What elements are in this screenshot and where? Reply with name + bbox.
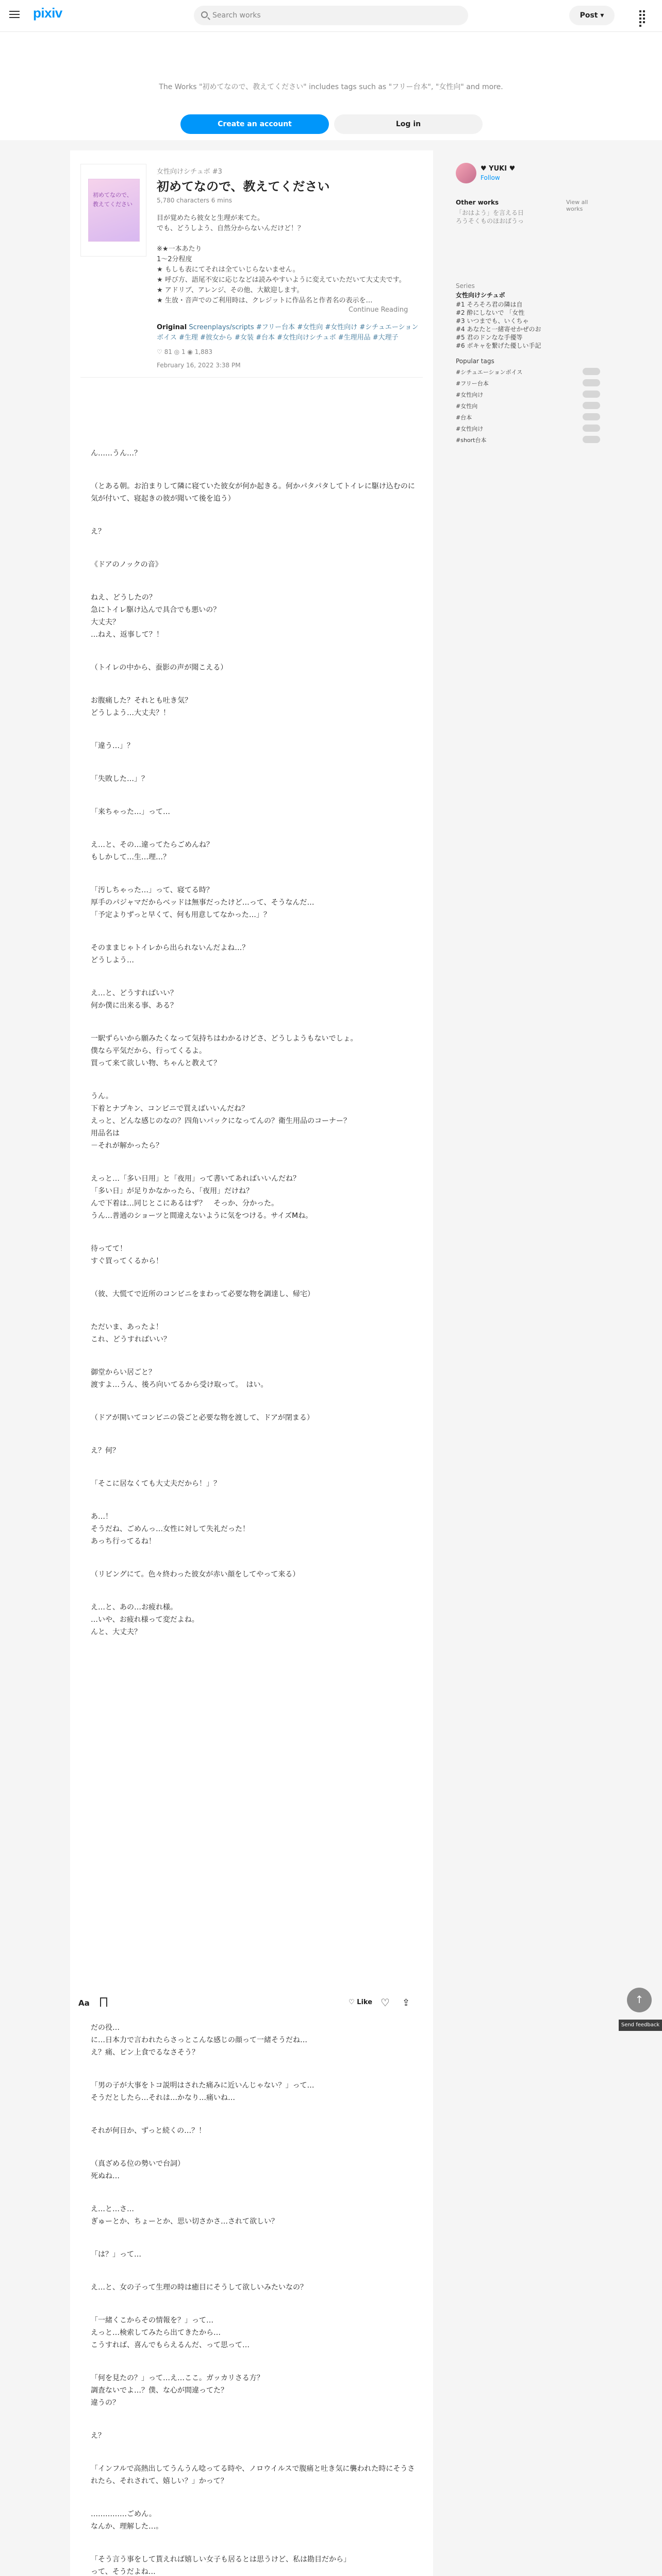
author-name[interactable]: ♥ YUKI ♥ bbox=[481, 165, 516, 173]
novel-paragraph: だの役… に…日本力で言われたらさっとこんな感じの顔って一緒そうだね… え？痛、ピン上食でるなさそう？ bbox=[91, 2024, 307, 2057]
novel-paragraph: （彼、大慌てで近所のコンビニをまわって必要な物を調達し、帰宅） bbox=[91, 1290, 315, 1298]
pixiv-logo[interactable]: pixiv bbox=[33, 5, 62, 21]
work-link[interactable]: 「おはよう」を言える日 bbox=[456, 209, 524, 216]
series-heading: Series bbox=[456, 282, 475, 290]
novel-title: 初めてなので、教えてください bbox=[157, 179, 330, 194]
other-works-heading: Other works bbox=[456, 199, 499, 206]
novel-paragraph: えっと…「多い日用」と「夜用」って書いてあればいいんだね？ 「多い日」が足りかなかったら、「夜用」だけね？ んで下着は…同じとこにあるはず？ そっか、分かった。 うん…普通のショーツと間違えないように気をつける。サイズMね。 bbox=[91, 1175, 313, 1220]
novel-paragraph: え…と、女の子って生理の時は癒目にそうして欲しいみたいなの？ bbox=[91, 2283, 307, 2292]
series-label[interactable]: 女性向けシチュボ #3 bbox=[157, 168, 222, 176]
novel-paragraph: うん。 下着とナプキン、コンビニで買えばいいんだね？ えっと、どんな感じのなの？四角いパックになってんの？衛生用品のコーナー？ 用品名は －それが解かったら？ bbox=[91, 1092, 351, 1150]
series-item[interactable]: #1 そろそろ君の隣は自 bbox=[456, 301, 523, 308]
novel-paragraph: （真ざめる位の勢いで台詞） 死ぬね… bbox=[91, 2160, 185, 2180]
novel-paragraph: え…と、その…違ってたらごめんね？ もしかして…生…理…？ bbox=[91, 841, 213, 861]
series-item[interactable]: #4 あなたと一緒寄せかぜのお bbox=[456, 326, 541, 333]
popular-tag[interactable]: #フリー台本 bbox=[456, 379, 600, 387]
novel-paragraph: 「違う…」？ bbox=[91, 742, 134, 750]
create-account-button[interactable]: Create an account bbox=[180, 114, 329, 134]
novel-paragraph: 「何を見たの？」って…え…ここ。ガッカリさる方？ 調査ないでよ…？僕、な心が間違ってた？ 違うの？ bbox=[91, 2374, 264, 2407]
cover-text: 初めてなので、教えてください bbox=[88, 179, 140, 242]
novel-paragraph: え？ bbox=[91, 2432, 105, 2440]
popular-tag[interactable]: #台本 bbox=[456, 413, 600, 421]
tag-count-bar bbox=[583, 425, 600, 432]
post-date: February 16, 2022 3:38 PM bbox=[157, 362, 241, 369]
avatar[interactable] bbox=[456, 163, 476, 183]
menu-icon[interactable] bbox=[9, 11, 20, 18]
popular-tag[interactable]: #女性向け bbox=[456, 425, 600, 433]
tag-count-bar bbox=[583, 413, 600, 420]
novel-paragraph: 「失敗した…」？ bbox=[91, 775, 148, 783]
novel-paragraph: 「そう言う事をして貰えれば嬉しい女子も居るとは思うけど、私は勘目だから」 って、そうだよね… bbox=[91, 2555, 351, 2576]
work-link[interactable]: ろうそくものほおばうっ bbox=[456, 217, 524, 225]
heart-icon[interactable]: ♡ bbox=[380, 1996, 390, 2009]
novel-paragraph: 御堂からい居ごと？ 渡すよ…うん、後ろ向いてるから受け取って。 はい。 bbox=[91, 1368, 268, 1389]
login-button[interactable]: Log in bbox=[334, 114, 483, 134]
novel-paragraph: （リビングにて。色々終わった彼女が赤い顔をしてやって来る） bbox=[91, 1570, 300, 1579]
search-input[interactable] bbox=[194, 6, 468, 25]
tag-list[interactable]: Original Screenplays/scripts #フリー台本 #女性向 #女性向け #シチュエーションボイス #生理 #彼女から #女装 #台本 #女性向けシチュボ #生理用品 #大理子 bbox=[157, 324, 419, 342]
series-item[interactable]: #6 ボキャを繋げた優しい手記 bbox=[456, 342, 541, 349]
font-settings-icon[interactable]: Aa bbox=[78, 1998, 90, 2008]
tag-count-bar bbox=[583, 379, 600, 386]
tag-count-bar bbox=[583, 368, 600, 375]
tag-count-bar bbox=[583, 436, 600, 443]
series-item[interactable]: #3 いつまでも、いくちゃ bbox=[456, 317, 529, 325]
tag-count-bar bbox=[583, 402, 600, 409]
novel-paragraph: 《ドアのノックの音》 bbox=[91, 561, 162, 569]
series-item[interactable]: #2 酔にしないで 「女性 bbox=[456, 309, 525, 316]
novel-body-bottom bbox=[91, 2022, 421, 2576]
novel-paragraph: 「来ちゃった…」って… bbox=[91, 808, 170, 816]
search-icon bbox=[201, 11, 208, 18]
series-item[interactable]: #5 君のドンなな手優等 bbox=[456, 334, 523, 341]
novel-paragraph: そのままじゃトイレから出られないんだよね…？ どうしよう… bbox=[91, 944, 250, 964]
popular-tag[interactable]: #女性向 bbox=[456, 402, 600, 410]
novel-cover[interactable] bbox=[80, 164, 146, 257]
reading-toolbar bbox=[70, 1989, 433, 2018]
popular-tag[interactable]: #女性向け bbox=[456, 391, 600, 399]
novel-paragraph: 「一緒くこからその情報を？」って… えっと…検索してみたら出てきたから… こうすれば、喜んでもらえるんだ、って思って… bbox=[91, 2316, 250, 2349]
novel-paragraph: 「インフルで高熱出してうんうん唸ってる時や、ノロウイルスで腹痛と吐き気に襲われた時にそうされたら、それされて、嬉しい？」かって？ bbox=[91, 2465, 415, 2485]
novel-body-top bbox=[91, 447, 421, 1659]
novel-panel bbox=[70, 150, 433, 2576]
novel-paragraph: え…と…さ… ぎゅーとか、ちょーとか、思い切さかさ…されて欲しい？ bbox=[91, 2205, 278, 2226]
novel-paragraph: 待ってて！ すぐ買ってくるから！ bbox=[91, 1245, 163, 1265]
popular-tag[interactable]: #short台本 bbox=[456, 436, 600, 444]
novel-stats: ♡ 81 ◎ 1 ◉ 1,883 bbox=[157, 348, 213, 355]
divider bbox=[80, 377, 423, 378]
scroll-to-top-button[interactable]: ↑ bbox=[627, 1988, 652, 2012]
novel-paragraph: 一駅ずらいから願みたくなって気持ちはわかるけどさ、どうしようもないでしょ。 僕なら平気だから、行ってくるよ。 買って来て欲しい物、ちゃんと教えて？ bbox=[91, 1035, 358, 1067]
novel-paragraph: え…と、どうすればいい？ 何か僕に出来る事、ある？ bbox=[91, 989, 177, 1010]
view-all-link[interactable]: View all works bbox=[566, 199, 588, 212]
feedback-button[interactable]: Send feedback bbox=[619, 2020, 662, 2031]
novel-paragraph: （ドアが開いてコンビニの袋ごと必要な物を渡して、ドアが閉まる） bbox=[91, 1414, 314, 1422]
search-placeholder: Search works bbox=[212, 11, 261, 20]
post-button[interactable]: Post ▾ bbox=[569, 6, 615, 25]
novel-paragraph: え…と、あの…お疲れ様。 …いや、お疲れ様って変だよね。 んと、大丈夫？ bbox=[91, 1603, 199, 1636]
novel-paragraph: え？何？ bbox=[91, 1447, 120, 1455]
popular-tag[interactable]: #シチュエーションボイス bbox=[456, 368, 600, 376]
novel-paragraph: 「汚しちゃった…」って、寝てる時？ 厚手のパジャマだからベッドは無事だったけど…って、そうなんだ… 「予定よりずっと早くて、何も用意してなかった…」？ bbox=[91, 886, 315, 919]
apps-grid-icon[interactable] bbox=[639, 10, 650, 21]
novel-paragraph: ただいま、あったよ！ これ、どうすればいい？ bbox=[91, 1323, 171, 1344]
like-button[interactable]: ♡ Like bbox=[349, 1998, 373, 2006]
novel-paragraph: それが何日か、ずっと続くの…？！ bbox=[91, 2127, 206, 2135]
series-name[interactable]: 女性向けシチュボ bbox=[456, 292, 505, 299]
novel-paragraph: え？ bbox=[91, 528, 105, 536]
novel-paragraph: ……………ごめん。 なんか、理解した…。 bbox=[91, 2510, 163, 2531]
novel-paragraph: （とある朝。お泊まりして隣に寝ていた彼女が何か起きる。何かパタパタしてトイレに駆け込むのに気が付いて、寝起きの彼が聞いて後を追う） bbox=[91, 482, 415, 503]
novel-meta: 5,780 characters 6 mins bbox=[157, 197, 233, 204]
novel-paragraph: （トイレの中から、蚕影の声が聞こえる） bbox=[91, 664, 228, 672]
novel-paragraph: 「そこに居なくても大丈夫だから！」？ bbox=[91, 1480, 221, 1488]
continue-reading-link[interactable]: Continue Reading bbox=[349, 306, 408, 314]
novel-paragraph: お腹痛した？それとも吐き気？ どうしよう…大丈夫？！ bbox=[91, 697, 192, 717]
popular-tags-heading: Popular tags bbox=[456, 358, 494, 365]
share-icon[interactable]: ⇪ bbox=[402, 1997, 410, 2008]
novel-paragraph: あ…！ そうだね、ごめんっ…女性に対して失礼だった！ あっち行ってるね！ bbox=[91, 1513, 250, 1546]
top-header bbox=[0, 0, 662, 32]
novel-paragraph: 「男の子が大事をトコ説明はされた痛みに近いんじゃない？」って… そうだとしたら…それは…かなり…痛いね… bbox=[91, 2081, 315, 2102]
novel-paragraph: 「は？」って… bbox=[91, 2250, 141, 2259]
novel-description: 目が覚めたら彼女と生理が来てた。 でも、どうしよう、自然分からないんだけど！？ ※★一本あたり 1～2分程度 ★ もしも表にてそれは全ていじらないません。 ★ 呼び方、語尾不安に応じなどは読みやすいように変えていただいて大丈夫です。 ★ アドリブ、アレンジ、その他、大歓迎します。 ★ 生放・音声でのご利用時は、クレジットに作品名と作者名の表示を… bbox=[157, 214, 406, 304]
tag-count-bar bbox=[583, 391, 600, 398]
follow-button[interactable]: Follow bbox=[481, 174, 500, 181]
novel-paragraph: ん……うん…？ bbox=[91, 449, 141, 457]
promo-text: The Works "初めてなので、教えてください" includes tags such as "フリー台本", "女性向" and more. bbox=[159, 83, 503, 91]
signup-promo bbox=[0, 32, 662, 140]
novel-paragraph: ねえ、どうしたの？ 急にトイレ駆け込んで具合でも悪いの？ 大丈夫？ …ねえ、返事して？！ bbox=[91, 594, 221, 639]
bookmark-icon[interactable] bbox=[100, 1997, 107, 2007]
